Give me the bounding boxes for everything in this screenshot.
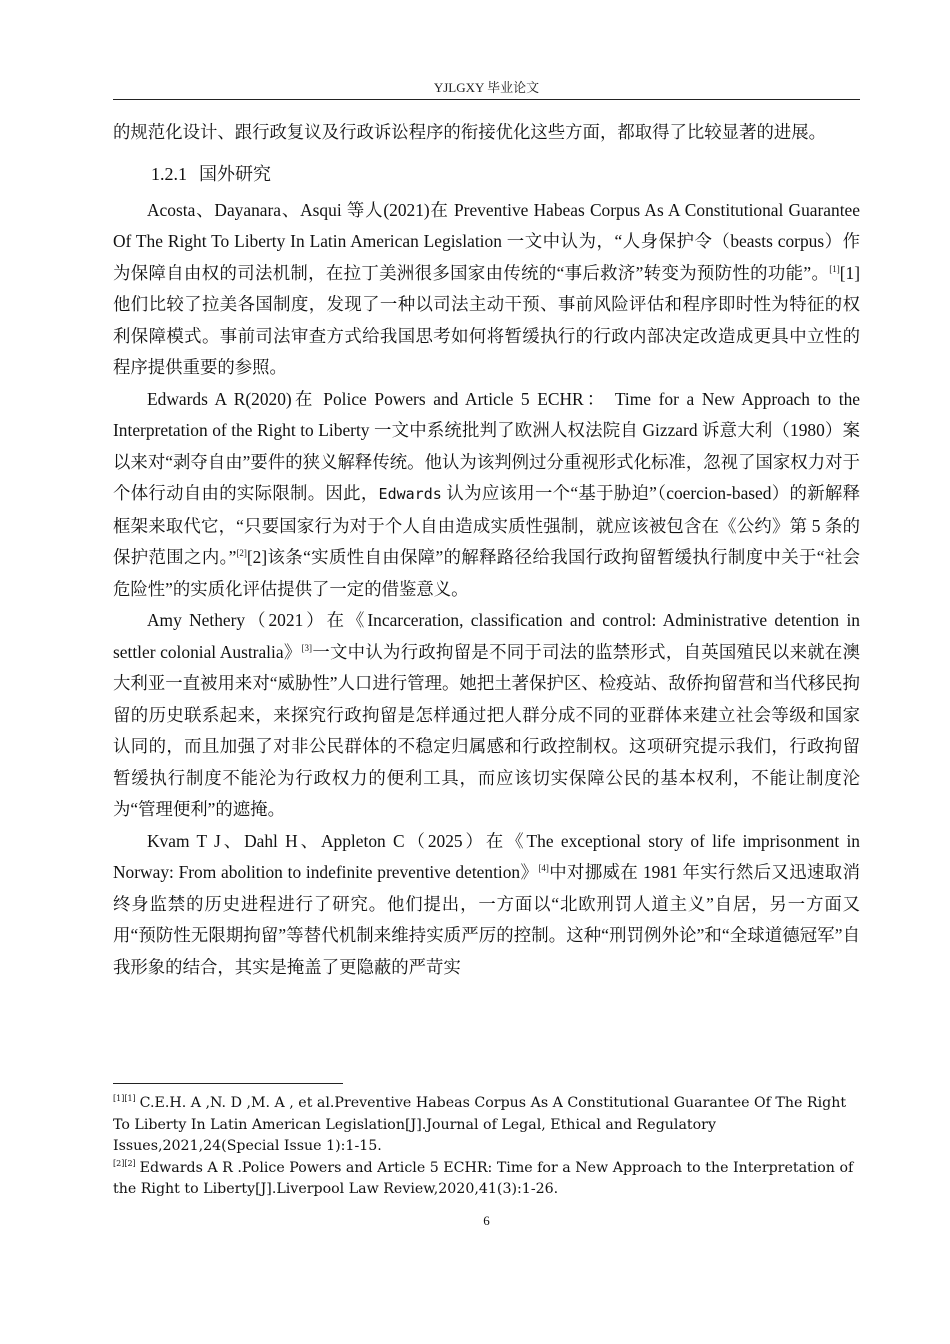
citation-mark[interactable]: [4] — [538, 863, 549, 874]
paragraph-text: [1]他们比较了拉美各国制度，发现了一种以司法主动干预、事前风险评估和程序即时性为特征的权利保障模式。事前司法审查方式给我国思考如何将暂缓执行的行政内部决定改造成更具中立性的程序提供重要的参照。 — [113, 262, 860, 377]
header-divider — [113, 99, 860, 100]
paragraph-text: Acosta、Dayanara、Asqui 等人(2021)在 Preventive Habeas Corpus As A Constitutional Guarantee Of The Right To Liberty In Latin American Legislation 一文中认为，“人身保护令（beasts corpus）作为保障自由权的司法机制，在拉丁美洲很多国家由传统的“事后救济”转变为预防性的功能”。 — [113, 199, 860, 283]
citation-mark[interactable]: [1] — [829, 263, 840, 274]
paragraph-acosta — [113, 195, 860, 384]
footnotes — [113, 1093, 860, 1201]
continuation-paragraph: 的规范化设计、跟行政复议及行政诉讼程序的衔接优化这些方面，都取得了比较显著的进展。 — [113, 122, 827, 142]
main-text — [113, 117, 860, 983]
section-number: 1.2.1 — [151, 163, 187, 184]
paragraph-text: Kvam T J、Dahl H、Appleton C（2025）在《The exceptional story of life imprisonment in Norway: From abolition to indefinite preventive detention》 — [113, 830, 860, 882]
running-header: YJLGXY 毕业论文 — [433, 80, 540, 95]
footnote-mark: [1][1] — [113, 1094, 136, 1104]
author-name: Edwards — [378, 485, 442, 503]
section-heading — [113, 159, 860, 189]
paragraph-nethery — [113, 605, 860, 826]
footnote-1 — [113, 1093, 860, 1158]
paragraph-kvam — [113, 826, 860, 984]
paragraph-text: 中对挪威在 1981 年实行然后又迅速取消终身监禁的历史进程进行了研究。他们提出，一方面以“北欧刑罚人道主义”自居，另一方面又用“预防性无限期拘留”等替代机制来维持实质严厉的控制。这种“刑罚例外论”和“全球道德冠军”自我形象的结合，其实是掩盖了更隐蔽的严苛实 — [113, 862, 860, 977]
footnote-text: C.E.H. A ,N. D ,M. A , et al.Preventive Habeas Corpus As A Constitutional Guarantee Of The Right To Liberty In Latin American Legislation[J].Journal of Legal, Ethical and Regulatory Issues,2021,24(Special Issue 1):1-15. — [113, 1095, 847, 1154]
paragraph-edwards — [113, 384, 860, 606]
citation-mark[interactable]: [2] — [236, 548, 247, 559]
section-title: 国外研究 — [199, 163, 271, 184]
paragraph-text: Amy Nethery（2021）在《Incarceration, classification and control: Administrative detention in settler colonial Australia》 — [113, 610, 860, 662]
footnote-text: Edwards A R .Police Powers and Article 5 ECHR: Time for a New Approach to the Interpretation of the Right to Liberty[J].Liverpool Law Review,2020,41(3):1-26. — [113, 1159, 854, 1197]
paragraph-text: Edwards A R(2020)在 Police Powers and Article 5 ECHR： Time for a New Approach to the Interpretation of the Right to Liberty 一文中系统批判了欧洲人权法院自 Gizzard 诉意大利（1980）案以来对“剥夺自由”要件的狭义解释传统。他认为该判例过分重视形式化标准，忽视了国家权力对于个体行动自由的实际限制。因此， — [113, 388, 860, 503]
footnote-2 — [113, 1158, 860, 1201]
footnote-divider — [113, 1083, 343, 1084]
footnote-mark: [2][2] — [113, 1158, 136, 1168]
page-number: 6 — [483, 1213, 490, 1228]
paragraph-text: 一文中认为行政拘留是不同于司法的监禁形式，自英国殖民以来就在澳大利亚一直被用来对“威胁性”人口进行管理。她把土著保护区、检疫站、敌侨拘留营和当代移民拘留的历史联系起来，来探究行政拘留是怎样通过把人群分成不同的亚群体来建立社会等级和国家认同的，而且加强了对非公民群体的不稳定归属感和行政控制权。这项研究提示我们，行政拘留暂缓执行制度不能沦为行政权力的便利工具，而应该切实保障公民的基本权利，不能让制度沦为“管理便利”的遮掩。 — [113, 641, 860, 819]
paragraph-text: 认为应该用一个“基于胁迫”（coercion-based）的新解释框架来取代它，“只要国家行为对于个人自由造成实质性强制，就应该被包含在《公约》第 5 条的保护范围之内。” — [113, 483, 860, 567]
paragraph-text: [2]该条“实质性自由保障”的解释路径给我国行政拘留暂缓执行制度中关于“社会危险性”的实质化评估提供了一定的借鉴意义。 — [113, 547, 860, 599]
citation-mark[interactable]: [3] — [301, 642, 313, 653]
